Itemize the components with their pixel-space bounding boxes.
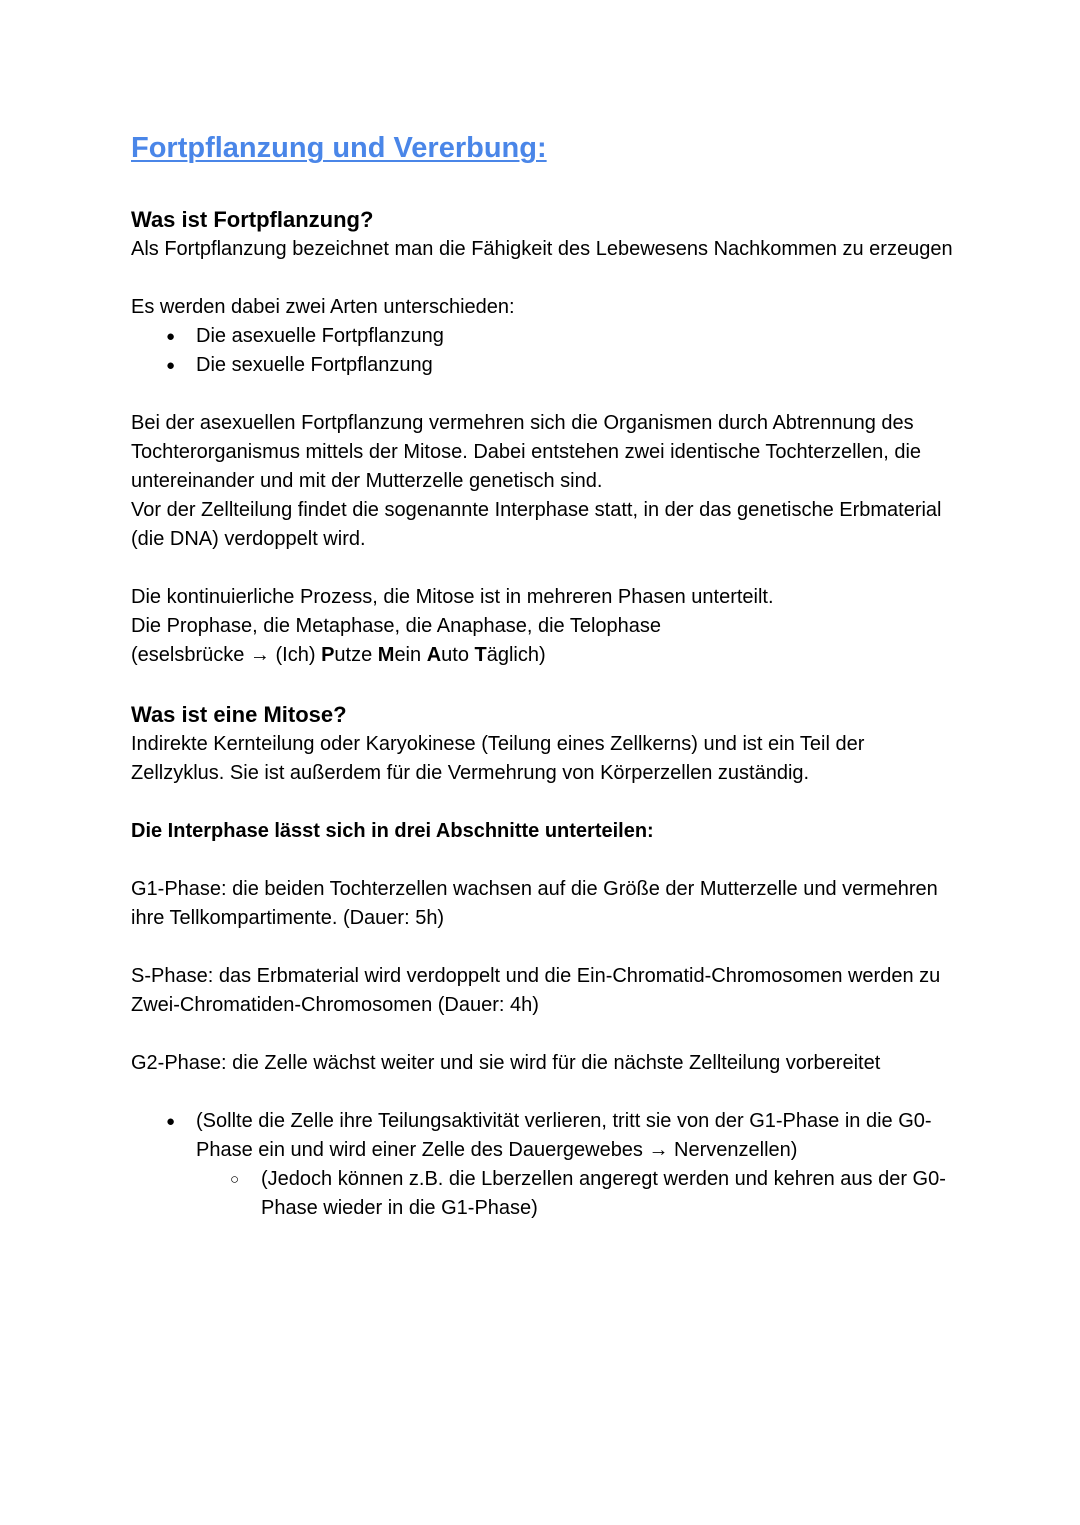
- types-intro: Es werden dabei zwei Arten unterschieden:: [131, 296, 515, 318]
- s-phase-paragraph: S-Phase: das Erbmaterial wird verdoppelt und die Ein-Chromatid-Chromosomen werden zu Zwei-Chromatiden-Chromosomen (Dauer: 4h): [131, 965, 941, 1016]
- interphase-heading: Die Interphase lässt sich in drei Abschnitte unterteilen:: [131, 820, 654, 842]
- heading-mitose: Was ist eine Mitose?: [131, 702, 347, 727]
- mnemonic-word: ein: [394, 644, 427, 666]
- mnemonic-line: [131, 641, 961, 670]
- list-item: ● Die asexuelle Fortpflanzung: [131, 322, 961, 351]
- process-paragraph: Die kontinuierliche Prozess, die Mitose ist in mehreren Phasen unterteilt.: [131, 586, 774, 608]
- mnemonic-prefix: (eselsbrücke → (Ich): [131, 644, 322, 666]
- interphase-paragraph: Vor der Zellteilung findet die sogenannte Interphase statt, in der das genetische Erbmaterial (die DNA) verdoppelt wird.: [131, 499, 942, 550]
- definition-mitose: Indirekte Kernteilung oder Karyokinese (Teilung eines Zellkerns) und ist ein Teil der Zellzyklus. Sie ist außerdem für die Vermehrung von Körperzellen zuständig.: [131, 733, 865, 784]
- mnemonic-letter: A: [426, 644, 442, 666]
- document-page: [131, 128, 961, 1223]
- list-item: ○ (Jedoch können z.B. die Lberzellen angeregt werden und kehren aus der G0-Phase wieder in die G1-Phase): [131, 1165, 961, 1223]
- heading-fortpflanzung: Was ist Fortpflanzung?: [131, 207, 374, 232]
- page-title: Fortpflanzung und Vererbung:: [131, 132, 547, 164]
- note-list: [131, 1107, 961, 1165]
- asexual-paragraph: Bei der asexuellen Fortpflanzung vermehren sich die Organismen durch Abtrennung des Tochterorganismus mittels der Mitose. Dabei entstehen zwei identische Tochterzellen, die untereinander und mit der Mutterzelle genetisch sind.: [131, 412, 922, 492]
- definition-fortpflanzung: Als Fortpflanzung bezeichnet man die Fähigkeit des Lebewesens Nachkommen zu erzeugen: [131, 238, 953, 260]
- mnemonic-letter: P: [321, 644, 335, 666]
- g2-phase-paragraph: G2-Phase: die Zelle wächst weiter und sie wird für die nächste Zellteilung vorbereitet: [131, 1052, 881, 1074]
- mnemonic-word: äglich): [486, 644, 546, 666]
- mnemonic-word: uto: [441, 644, 475, 666]
- g1-phase-paragraph: G1-Phase: die beiden Tochterzellen wachsen auf die Größe der Mutterzelle und vermehren ihre Tellkompartimente. (Dauer: 5h): [131, 878, 938, 929]
- list-item: ● (Sollte die Zelle ihre Teilungsaktivität verlieren, tritt sie von der G1-Phase in die G0-Phase ein und wird einer Zelle des Dauergewebes → Nervenzellen): [131, 1107, 961, 1165]
- mnemonic-word: utze: [334, 644, 378, 666]
- phases-paragraph: Die Prophase, die Metaphase, die Anaphase, die Telophase: [131, 615, 662, 637]
- mnemonic-letter: T: [474, 644, 487, 666]
- subnote-list: [131, 1165, 961, 1223]
- types-list: [131, 322, 961, 380]
- list-item: ● Die sexuelle Fortpflanzung: [131, 351, 961, 380]
- mnemonic-letter: M: [377, 644, 395, 666]
